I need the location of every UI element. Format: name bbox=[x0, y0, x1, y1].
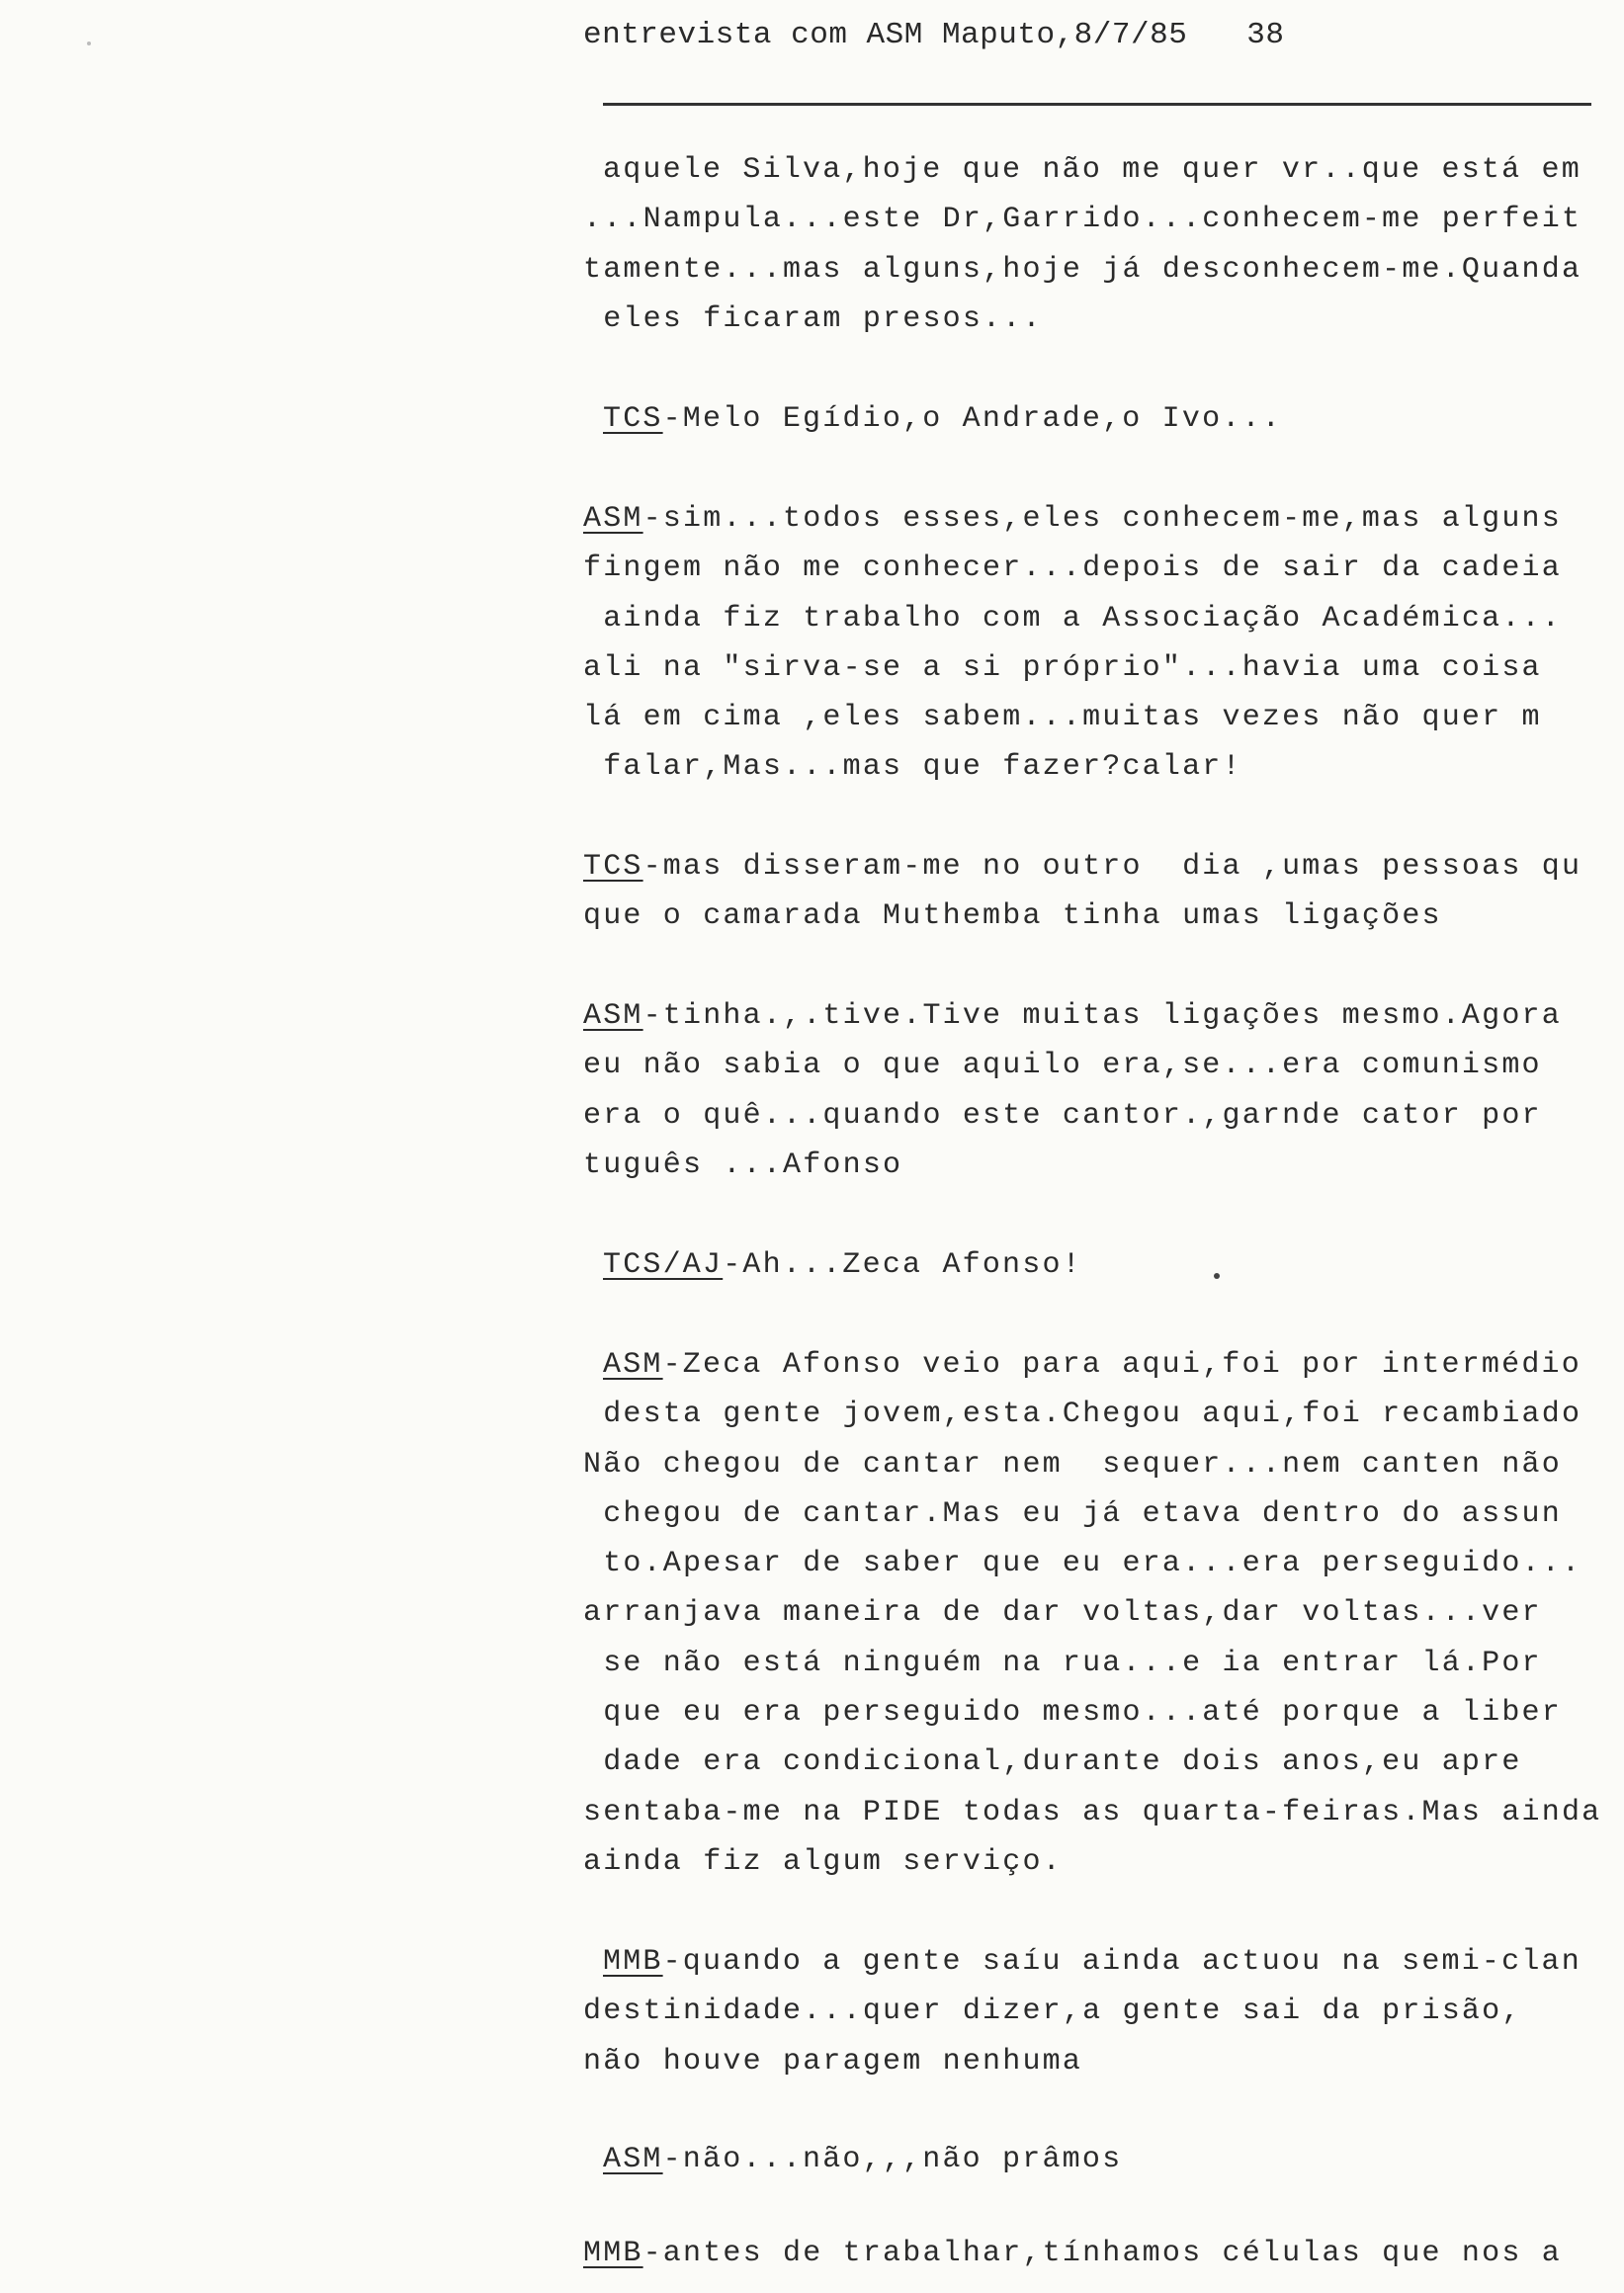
text-line: ali na "sirva-se a si próprio"...havia uma coisa bbox=[583, 651, 1542, 685]
dialogue-line: ASM-não...não,,,não prâmos bbox=[603, 2143, 1123, 2176]
text-line: tamente...mas alguns,hoje já desconhecem-me.Quanda bbox=[583, 253, 1582, 287]
dialogue-line: TCS-Melo Egídio,o Andrade,o Ivo... bbox=[603, 402, 1282, 436]
speaker-label: MMB bbox=[603, 1945, 663, 1979]
text-line: fingem não me conhecer...depois de sair da cadeia bbox=[583, 552, 1562, 585]
header-title: entrevista com ASM Maputo,8/7/85 bbox=[583, 18, 1188, 52]
paper-speck bbox=[87, 42, 91, 45]
text-line: não houve paragem nenhuma bbox=[583, 2045, 1083, 2079]
text-line: Não chegou de cantar nem sequer...nem canten não bbox=[583, 1448, 1562, 1482]
dialogue-line: ASM-tinha.,.tive.Tive muitas ligações mesmo.Agora bbox=[583, 999, 1562, 1033]
page-header bbox=[583, 18, 1285, 52]
text-line: arranjava maneira de dar voltas,dar voltas...ver bbox=[583, 1596, 1542, 1630]
speaker-label: TCS/AJ bbox=[603, 1248, 724, 1282]
speaker-label: TCS bbox=[583, 850, 643, 884]
text-line: falar,Mas...mas que fazer?calar! bbox=[583, 750, 1242, 784]
text-line: ainda fiz algum serviço. bbox=[583, 1845, 1063, 1879]
dialogue-line: TCS/AJ-Ah...Zeca Afonso! bbox=[603, 1248, 1082, 1282]
dialogue-line: MMB-antes de trabalhar,tínhamos células que nos a bbox=[583, 2237, 1562, 2270]
text-line: era o quê...quando este cantor.,garnde cator por bbox=[583, 1099, 1542, 1133]
text-line: destinidade...quer dizer,a gente sai da prisão, bbox=[583, 1995, 1522, 2028]
text-line: eles ficaram presos... bbox=[583, 302, 1043, 336]
text-line: que o camarada Muthemba tinha umas ligações bbox=[583, 899, 1442, 933]
speaker-label: TCS bbox=[603, 402, 663, 436]
text-line: desta gente jovem,esta.Chegou aqui,foi recambiado bbox=[583, 1398, 1582, 1431]
text-line: aquele Silva,hoje que não me quer vr..que está em bbox=[603, 153, 1581, 187]
dialogue-line: TCS-mas disseram-me no outro dia ,umas pessoas qu bbox=[583, 850, 1582, 884]
text-line: lá em cima ,eles sabem...muitas vezes não quer m bbox=[583, 701, 1542, 734]
text-line: eu não sabia o que aquilo era,se...era comunismo bbox=[583, 1049, 1542, 1082]
text-line: ...Nampula...este Dr,Garrido...conhecem-me perfeit bbox=[583, 203, 1582, 236]
dialogue-line: ASM-sim...todos esses,eles conhecem-me,mas alguns bbox=[583, 502, 1562, 536]
speaker-label: ASM bbox=[583, 999, 643, 1033]
ink-dot bbox=[1214, 1273, 1220, 1279]
speaker-label: ASM bbox=[603, 1348, 663, 1382]
speaker-label: ASM bbox=[603, 2143, 663, 2176]
text-line: to.Apesar de saber que eu era...era perseguido... bbox=[583, 1547, 1582, 1580]
header-rule bbox=[603, 103, 1591, 106]
text-line: que eu era perseguido mesmo...até porque a liber bbox=[583, 1696, 1562, 1730]
text-line: ainda fiz trabalho com a Associação Académica... bbox=[583, 602, 1562, 636]
text-line: chegou de cantar.Mas eu já etava dentro do assun bbox=[583, 1497, 1562, 1531]
text-line: tuguês ...Afonso bbox=[583, 1148, 903, 1182]
text-line: dade era condicional,durante dois anos,eu apre bbox=[583, 1745, 1522, 1779]
text-line: se não está ninguém na rua...e ia entrar lá.Por bbox=[583, 1647, 1542, 1680]
speaker-label: MMB bbox=[583, 2237, 643, 2270]
dialogue-line: MMB-quando a gente saíu ainda actuou na semi-clan bbox=[603, 1945, 1581, 1979]
text-line: sentaba-me na PIDE todas as quarta-feiras.Mas ainda bbox=[583, 1796, 1602, 1829]
speaker-label: ASM bbox=[583, 502, 643, 536]
page-number: 38 bbox=[1246, 18, 1285, 52]
dialogue-line: ASM-Zeca Afonso veio para aqui,foi por intermédio bbox=[603, 1348, 1581, 1382]
